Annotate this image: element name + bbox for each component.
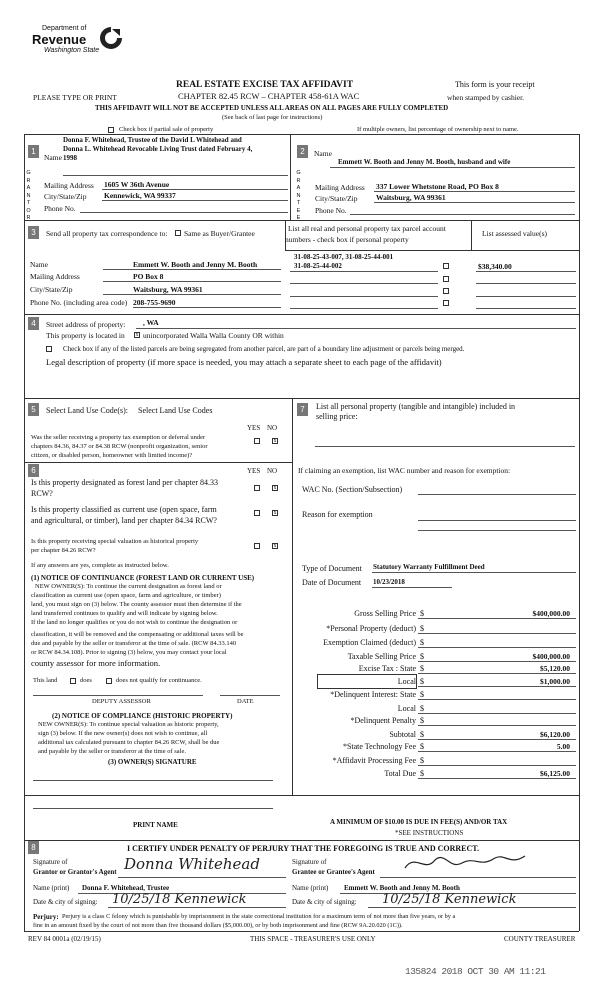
tax-row-label: *Affidavit Processing Fee (332, 756, 416, 765)
form-warning: THIS AFFIDAVIT WILL NOT BE ACCEPTED UNLESS ALL AREAS ON ALL PAGES ARE FULLY COMPLETED (95, 104, 449, 112)
tax-row-value[interactable]: 5.00 (556, 742, 570, 751)
tax-row-label: *Delinquent Penalty (350, 716, 416, 725)
section-2-marker: 2 (297, 145, 308, 158)
current-use-yes-checkbox[interactable] (254, 510, 260, 516)
exemption-q-line1: Was the seller receiving a property tax exemption or deferral under (31, 434, 206, 441)
tax-row-label: *State Technology Fee (342, 742, 416, 751)
current-use-q-line1: Is this property classified as current use (open space, farm (31, 505, 217, 514)
multiple-owners-note: If multiple owners, list percentage of ownership next to name. (357, 126, 519, 133)
continuance-line3: land, you must sign on (3) below. The county assessor must then determine if the (31, 601, 242, 608)
corr-mailing-label: Mailing Address (30, 272, 80, 281)
grantee-city[interactable]: Waitsburg, WA 99361 (376, 193, 446, 202)
doc-date[interactable]: 10/23/2018 (373, 578, 405, 586)
legal-description-label: Legal description of property (if more space is needed, you may attach a separate sheet to each page of the affidavit) (46, 357, 442, 367)
treasurer-use-label: THIS SPACE - TREASURER'S USE ONLY (250, 935, 376, 943)
continuance-line4: land transferred continues to qualify and will indicate by signing below. (31, 610, 218, 617)
segregated-label: Check box if any of the listed parcels are being segregated from another parcel, are part of a boundary line adjustment or parcels being merged. (63, 345, 465, 353)
qualify-does-not-checkbox[interactable] (106, 678, 112, 684)
same-as-buyer-checkbox[interactable] (175, 230, 181, 236)
parcel-header-1: List all real and personal property tax parcel account (288, 224, 446, 233)
historical-q-line2: per chapter 84.26 RCW? (31, 547, 96, 554)
grantee-city-label: City/State/Zip (315, 194, 358, 203)
grantee-signature[interactable] (400, 848, 550, 876)
tax-row-currency: $ (420, 769, 424, 778)
grantor-date-city-label: Date & city of signing: (33, 898, 98, 906)
grantee-print-name[interactable]: Emmett W. Booth and Jenny M. Booth (344, 884, 460, 892)
corr-phone-label: Phone No. (including area code) (30, 298, 128, 307)
section-3-marker: 3 (28, 226, 39, 239)
compliance-line3: additional tax calculated pursuant to chapter 84.26 RCW, shall be due (38, 739, 220, 746)
grantor-mailing-label: Mailing Address (44, 181, 94, 190)
tax-row-label: *Delinquent Interest: State (330, 690, 416, 699)
compliance-line2: sign (3) below. If the new owner(s) does not wish to continue, all (38, 730, 208, 737)
grantor-city-label: City/State/Zip (44, 192, 87, 201)
grantor-date-city[interactable]: 10/25/18 Kennewick (112, 892, 247, 907)
section-4-marker: 4 (28, 317, 39, 330)
segregated-checkbox[interactable] (46, 346, 52, 352)
continuance-line6: classification, it will be removed and the compensating or additional taxes will be (31, 631, 244, 638)
historical-no-checkbox[interactable]: x (273, 543, 277, 549)
s6-no-header: NO (267, 467, 278, 475)
land-use-label: Select Land Use Code(s): (46, 406, 128, 415)
section-5-marker: 5 (28, 403, 39, 416)
exemption-q-line2: chapters 84.36, 84.37 or 84.38 RCW (nonprofit organization, senior (31, 443, 208, 450)
continuance-line1: NEW OWNER(S): To continue the current designation as forest land or (35, 583, 222, 590)
tax-row-label: Local (397, 704, 416, 713)
grantor-print-name[interactable]: Donna F. Whitehead, Trustee (82, 884, 170, 892)
personal-property-label-2: selling price: (316, 412, 358, 421)
current-use-q-line2: and agricultural, or timber), land per chapter 84.34 RCW? (31, 516, 217, 525)
any-yes-instruction: If any answers are yes, complete as instructed below. (31, 562, 169, 569)
deputy-assessor-label: DEPUTY ASSESSOR (92, 698, 151, 705)
corr-phone[interactable]: 208-755-9690 (133, 298, 176, 307)
located-in-label: This property is located in (46, 331, 125, 340)
print-name-label: PRINT NAME (133, 821, 178, 829)
grantor-signature[interactable]: Donna Whitehead (124, 855, 260, 873)
please-type: PLEASE TYPE OR PRINT (33, 93, 117, 102)
same-as-buyer-label: Same as Buyer/Grantee (184, 229, 255, 238)
grantee-phone-label: Phone No. (315, 206, 347, 215)
owner-signature-label: (3) OWNER(S) SIGNATURE (108, 758, 197, 766)
reason-label: Reason for exemption (302, 510, 373, 519)
personal-property-checkbox-3[interactable] (443, 288, 449, 294)
forest-q-line2: RCW? (31, 489, 53, 498)
logo-state: Washington State (44, 47, 100, 54)
tax-row-label: Subtotal (389, 730, 416, 739)
corr-name[interactable]: Emmett W. Booth and Jenny M. Booth (133, 260, 258, 269)
personal-property-checkbox-4[interactable] (443, 300, 449, 306)
tax-row-value[interactable]: $6,125.00 (540, 769, 570, 778)
grantor-phone-label: Phone No. (44, 204, 76, 213)
grantee-name-print-label: Name (print) (292, 884, 329, 892)
current-use-no-checkbox[interactable]: x (273, 510, 277, 516)
certify-statement: I CERTIFY UNDER PENALTY OF PERJURY THAT THE FOREGOING IS TRUE AND CORRECT. (127, 844, 480, 853)
compliance-line1: NEW OWNER(S): To continue special valuation as historic property, (38, 721, 219, 728)
s6-yes-header: YES (247, 467, 261, 475)
personal-property-label-1: List all personal property (tangible and intangible) included in (316, 402, 516, 411)
doc-type[interactable]: Statutory Warranty Fulfillment Deed (373, 563, 485, 571)
grantor-name-print-label: Name (print) (33, 884, 70, 892)
unincorporated-checkbox[interactable]: x (135, 332, 139, 338)
exemption-no-checkbox[interactable]: x (273, 438, 277, 444)
land-use-select[interactable]: Select Land Use Codes (138, 406, 213, 415)
street-address-label: Street address of property: (46, 320, 126, 329)
tax-row-value[interactable]: $400,000.00 (532, 652, 570, 661)
continuance-line7: due and payable by the seller or transferor at the time of sale. (RCW 84.33.140 (31, 640, 237, 647)
perjury-text-2: fine in an amount fixed by the court of not more than five thousand dollars ($5,000.00), or by both imprisonment and fine (RCW 9A.20.020 (1C)). (33, 922, 403, 929)
exemption-yes-checkbox[interactable] (254, 438, 260, 444)
assessed-header: List assessed value(s) (482, 229, 547, 238)
qualify-this-land: This land (33, 677, 58, 684)
logo-name: Revenue (32, 32, 87, 47)
tax-row-currency: $ (420, 704, 424, 713)
grantee-date-city-label: Date & city of signing: (292, 898, 357, 906)
grantee-mailing-label: Mailing Address (315, 183, 365, 192)
grantor-mailing[interactable]: 1605 W 36th Avenue (104, 180, 170, 189)
tax-row-label: Taxable Selling Price (347, 652, 416, 661)
tax-row-label: Local (397, 677, 416, 686)
street-address[interactable]: , WA (143, 318, 159, 327)
tax-row-label: Exemption Claimed (deduct) (323, 638, 416, 647)
compliance-line4: and payable by the seller or transferor at the time of sale. (38, 748, 186, 755)
forest-q-line1: Is this property designated as forest land per chapter 84.33 (31, 478, 219, 487)
parcel-numbers-line2[interactable]: 31-08-25-44-002 (294, 262, 342, 270)
personal-property-checkbox-1[interactable] (443, 263, 449, 269)
section-1-marker: 1 (28, 145, 39, 158)
corr-name-label: Name (30, 260, 48, 269)
deputy-date-label: DATE (237, 698, 254, 705)
grantor-name-label: Name (44, 153, 62, 162)
continuance-title: (1) NOTICE OF CONTINUANCE (FOREST LAND OR CURRENT USE) (31, 574, 255, 582)
minimum-due-note: A MINIMUM OF $10.00 IS DUE IN FEE(S) AND/OR TAX (330, 818, 508, 826)
perjury-label: Perjury: (33, 913, 59, 921)
see-back: (See back of last page for instructions) (222, 114, 323, 121)
continuance-line9: county assessor for more information. (31, 658, 161, 668)
received-stamp: 135824 2018 OCT 30 AM 11:21 (405, 966, 546, 977)
grantor-name-line1: Donna F. Whitehead, Trustee of the David L Whitehead and (63, 136, 242, 144)
compliance-title: (2) NOTICE OF COMPLIANCE (HISTORIC PROPERTY) (52, 712, 233, 720)
partial-sale-label: Check box if partial sale of property (119, 126, 214, 133)
section-8-marker: 8 (28, 841, 39, 854)
tax-row-label: Total Due (384, 769, 416, 778)
continuance-line5: If the land no longer qualifies or you do not wish to continue the designation or (31, 619, 238, 626)
grantee-name[interactable]: Emmett W. Booth and Jenny M. Booth, husband and wife (338, 158, 511, 166)
parcel-header-2: numbers - check box if personal property (285, 235, 409, 244)
receipt-line2: when stamped by cashier. (447, 93, 525, 102)
historical-q-line1: Is this property receiving special valuation as historical property (31, 538, 199, 545)
section-7-marker: 7 (297, 403, 308, 416)
grantee-date-city[interactable]: 10/25/18 Kennewick (382, 892, 517, 907)
corr-mailing[interactable]: PO Box 8 (133, 272, 164, 281)
tax-row-value[interactable]: $1,000.00 (540, 677, 570, 686)
grantee-name-label: Name (314, 149, 332, 158)
continuance-line8: or RCW 84.34.108). Prior to signing (3) below, you may contact your local (31, 649, 227, 656)
form-title: REAL ESTATE EXCISE TAX AFFIDAVIT (176, 80, 354, 90)
grantor-sig-of-label: Signature of (33, 858, 68, 866)
grantee-vertical-label: G R A N T E E (296, 170, 301, 221)
perjury-text-1: Perjury is a class C felony which is punishable by imprisonment in the state correctional institution for a maximum term of not more than five years, or by a (62, 913, 456, 920)
forest-yes-checkbox[interactable] (254, 485, 260, 491)
grantor-name-line2: Donna L. Whitehead Revocable Living Trust dated February 4, (63, 145, 253, 153)
qualify-does-label: does (80, 677, 92, 684)
grantor-vertical-label: G R A N T O R (26, 170, 31, 221)
tax-row-currency: $ (420, 716, 424, 725)
wac-label: WAC No. (Section/Subsection) (302, 485, 403, 494)
grantor-name-line3: 1998 (63, 154, 77, 162)
tax-row-value[interactable]: $400,000.00 (532, 609, 570, 618)
qualify-does-not-label: does not qualify for continuance. (116, 677, 202, 684)
tax-row-label: Excise Tax : State (358, 664, 416, 673)
tax-row-currency: $ (420, 638, 424, 647)
section-6-marker: 6 (28, 464, 39, 477)
s5-no-header: NO (267, 424, 278, 432)
tax-row-currency: $ (420, 652, 424, 661)
tax-row-value[interactable]: $5,120.00 (540, 664, 570, 673)
parcel-numbers-line1[interactable]: 31-08-25-43-007, 31-08-25-44-001 (294, 253, 394, 261)
tax-row-currency: $ (420, 730, 424, 739)
tax-row-value[interactable]: $6,120.00 (540, 730, 570, 739)
grantor-agent-label: Grantor or Grantor's Agent (33, 868, 117, 876)
corr-city[interactable]: Waitsburg, WA 99361 (133, 285, 203, 294)
tax-row-label: *Personal Property (deduct) (326, 624, 416, 633)
qualify-does-checkbox[interactable] (70, 678, 76, 684)
revenue-logo-icon (98, 25, 124, 51)
tax-row-currency: $ (420, 690, 424, 699)
assessed-value[interactable]: $38,340.00 (478, 262, 512, 271)
tax-row-currency: $ (420, 664, 424, 673)
forest-no-checkbox[interactable]: x (273, 485, 277, 491)
tax-row-currency: $ (420, 677, 424, 686)
form-chapter: CHAPTER 82.45 RCW – CHAPTER 458-61A WAC (178, 91, 360, 101)
grantee-sig-of-label: Signature of (292, 858, 327, 866)
personal-property-checkbox-2[interactable] (443, 276, 449, 282)
exemption-q-line3: citizen, or disabled person, homeowner with limited income)? (31, 452, 193, 459)
grantor-city[interactable]: Kennewick, WA 99337 (104, 191, 176, 200)
county-treasurer-label: COUNTY TREASURER (504, 935, 576, 943)
corr-city-label: City/State/Zip (30, 285, 73, 294)
grantee-mailing[interactable]: 337 Lower Whetstone Road, PO Box 8 (376, 182, 499, 191)
logo-dept: Department of (42, 25, 87, 32)
tax-row-label: Gross Selling Price (354, 609, 416, 618)
send-correspondence-label: Send all property tax correspondence to: (46, 229, 168, 238)
s5-yes-header: YES (247, 424, 261, 432)
grantee-agent-label: Grantee or Grantee's Agent (292, 868, 375, 876)
see-instructions: *SEE INSTRUCTIONS (395, 829, 464, 837)
tax-row-currency: $ (420, 742, 424, 751)
form-revision: REV 84 0001a (02/19/15) (28, 935, 101, 943)
tax-row-currency: $ (420, 609, 424, 618)
doc-date-label: Date of Document (302, 578, 362, 587)
partial-sale-checkbox[interactable] (108, 127, 114, 133)
continuance-line2: classification as current use (open space, farm and agriculture, or timber) (31, 592, 221, 599)
tax-row-currency: $ (420, 624, 424, 633)
located-in-value: unincorporated Walla Walla County OR within (143, 331, 284, 340)
tax-row-currency: $ (420, 756, 424, 765)
historical-yes-checkbox[interactable] (254, 543, 260, 549)
doc-type-label: Type of Document (302, 564, 362, 573)
exemption-claim-label: If claiming an exemption, list WAC number and reason for exemption: (298, 466, 511, 475)
receipt-line1: This form is your receipt (455, 80, 535, 89)
